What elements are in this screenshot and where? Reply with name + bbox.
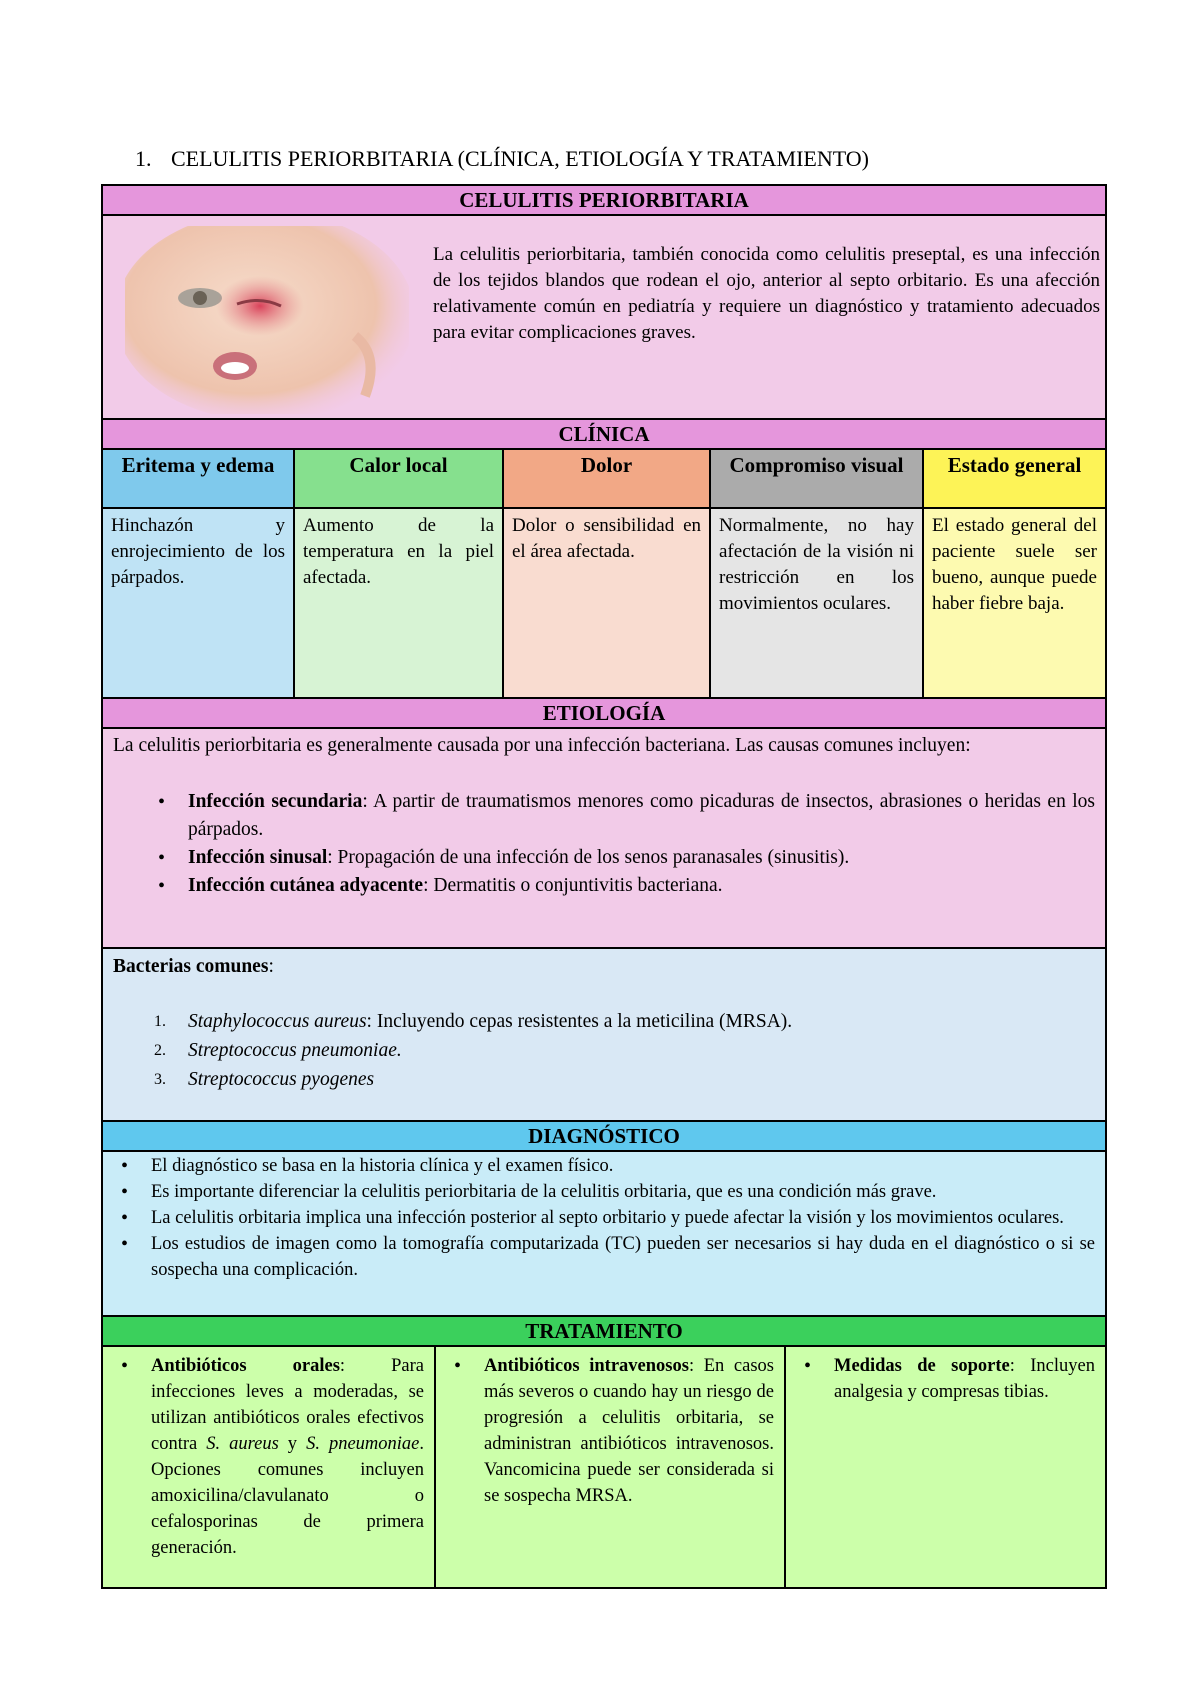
bacteria-list	[113, 1007, 1095, 1094]
document-title	[135, 146, 869, 172]
clinica-heading-calor: Calor local	[295, 450, 504, 507]
tratamiento-soporte	[786, 1347, 1105, 1587]
section-number: 1.	[135, 146, 152, 171]
summary-table	[101, 184, 1107, 1589]
diagnostico-header: DIAGNÓSTICO	[103, 1122, 1105, 1152]
intro-section	[103, 216, 1105, 420]
title-text: CELULITIS PERIORBITARIA (CLÍNICA, ETIOLOGÍA Y TRATAMIENTO)	[171, 146, 869, 171]
clinica-heading-estado: Estado general	[924, 450, 1105, 507]
list-item: 3. Streptococcus pyogenes	[154, 1069, 375, 1090]
etiologia-intro: La celulitis periorbitaria es generalmente causada por una infección bacteriana. Las causas comunes incluyen:	[113, 735, 971, 756]
clinica-text-dolor: Dolor o sensibilidad en el área afectada.	[504, 509, 711, 697]
tratamiento-oral	[103, 1347, 436, 1587]
list-item: • Infección secundaria: A partir de traumatismos menores como picaduras de insectos, abrasiones o heridas en los párpados.	[188, 788, 1095, 844]
child-photo	[125, 226, 409, 414]
list-item: • Medidas de soporte: Incluyen analgesia y compresas tibias.	[834, 1353, 1095, 1405]
list-item: • El diagnóstico se basa en la historia clínica y el examen físico.	[151, 1153, 1095, 1179]
clinica-text-calor: Aumento de la temperatura en la piel afectada.	[295, 509, 504, 697]
list-item: • Antibióticos intravenosos: En casos más severos o cuando hay un riesgo de progresión a celulitis orbitaria, se administran antibióticos intravenosos. Vancomicina puede ser considerada si se sospecha MRSA.	[484, 1353, 774, 1509]
clinica-text-estado: El estado general del paciente suele ser bueno, aunque puede haber fiebre baja.	[924, 509, 1105, 697]
clinica-header: CLÍNICA	[103, 420, 1105, 450]
list-item: 1. Staphylococcus aureus: Incluyendo cepas resistentes a la meticilina (MRSA).	[154, 1011, 793, 1032]
list-item: • Los estudios de imagen como la tomografía computarizada (TC) pueden ser necesarios si hay duda en el diagnóstico o si se sospecha una complicación.	[151, 1231, 1095, 1283]
etiologia-header: ETIOLOGÍA	[103, 699, 1105, 729]
list-item: • Infección cutánea adyacente: Dermatitis o conjuntivitis bacteriana.	[188, 872, 1095, 900]
list-item: 2. Streptococcus pneumoniae.	[154, 1040, 402, 1061]
diagnostico-section	[103, 1152, 1105, 1317]
list-item: • Es importante diferenciar la celulitis periorbitaria de la celulitis orbitaria, que es una condición más grave.	[151, 1179, 1095, 1205]
intro-text: La celulitis periorbitaria, también conocida como celulitis preseptal, es una infección de los tejidos blandos que rodean el ojo, anterior al septo orbitario. Es una afección relativamente común en pediatría y requiere un diagnóstico y tratamiento adecuados para evitar complicaciones graves.	[433, 244, 1100, 343]
clinica-heading-dolor: Dolor	[504, 450, 711, 507]
clinica-headers-row	[103, 450, 1105, 509]
main-header: CELULITIS PERIORBITARIA	[103, 186, 1105, 216]
list-item: • Antibióticos orales: Para infecciones leves a moderadas, se utilizan antibióticos orales efectivos contra S. aureus y S. pneumoniae. Opciones comunes incluyen amoxicilina/clavulanato o cefalosporinas de primera generación.	[151, 1353, 424, 1561]
etiologia-section	[103, 729, 1105, 949]
clinica-heading-eritema: Eritema y edema	[103, 450, 295, 507]
causes-list	[113, 788, 1095, 900]
tratamiento-row	[103, 1347, 1105, 1587]
list-item: • La celulitis orbitaria implica una infección posterior al septo orbitario y puede afectar la visión y los movimientos oculares.	[151, 1205, 1095, 1231]
list-item: • Infección sinusal: Propagación de una infección de los senos paranasales (sinusitis).	[188, 844, 1095, 872]
tratamiento-header: TRATAMIENTO	[103, 1317, 1105, 1347]
clinica-heading-compromiso: Compromiso visual	[711, 450, 924, 507]
bacteria-heading: Bacterias comunes:	[113, 956, 274, 977]
clinica-text-eritema: Hinchazón y enrojecimiento de los párpados.	[103, 509, 295, 697]
clinica-body-row	[103, 509, 1105, 699]
bacteria-section	[103, 949, 1105, 1122]
clinica-text-compromiso: Normalmente, no hay afectación de la visión ni restricción en los movimientos oculares.	[711, 509, 924, 697]
tratamiento-iv	[436, 1347, 786, 1587]
